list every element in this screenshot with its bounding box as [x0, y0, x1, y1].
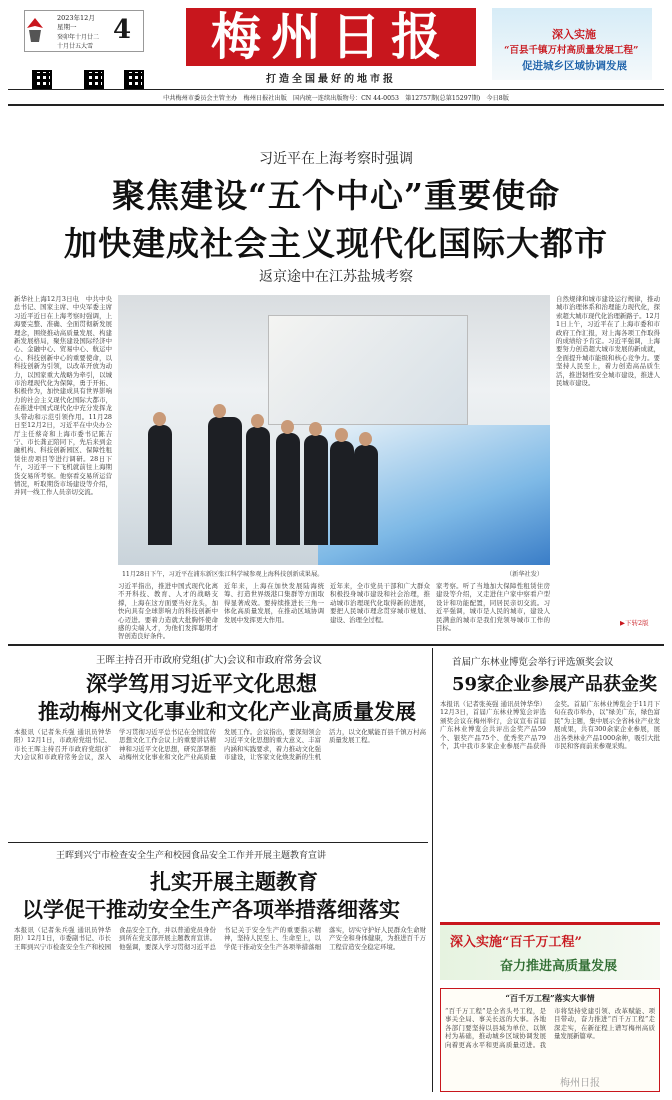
lead-headline-1[interactable]: 聚焦建设“五个中心”重要使命	[112, 176, 560, 215]
story3-kicker: 首届广东林业博览会举行评选颁奖会议	[452, 657, 614, 668]
promo-banner[interactable]	[492, 8, 652, 80]
banner-line1: 深入实施“百千万工程”	[450, 935, 582, 950]
qr-code-icon	[84, 70, 104, 90]
story2-headline-1[interactable]: 深学笃用习近平文化思想	[86, 671, 317, 696]
lead-kicker: 习近平在上海考察时强调	[259, 151, 413, 167]
day-number: 4	[113, 15, 132, 45]
masthead-slogan: 打造全国最好的地市报	[266, 74, 396, 85]
story2-headline-2[interactable]: 推动梅州文化事业和文化产业高质量发展	[38, 699, 416, 724]
lead-body-right: 自然规律和城市建设运行规律，推动城市治理体系和治理能力现代化，探索超大城市现代化治理新路子。12月1日上午，习近平在了上海市委和市政府工作汇报，对上海各项工作取得的成绩给予肯定。习近平强调，上海要努力创造超大城市发展的新成就，全面提升城市能级和核心竞争力。要坚持人民至上，着力创造高品质生活，推进韧性安全城市建设，推进人民城市建设。	[556, 295, 660, 388]
masthead-title: 梅州日报	[186, 8, 476, 66]
story2-kicker: 王晖主持召开市政府党组(扩大)会议和市政府常务会议	[96, 655, 322, 666]
publication-meta: 中共梅州市委员会主管主办 梅州日报社出版 国内统一连续出版物号：CN 44-0053 第12757期(总第15297期) 今日8版	[163, 95, 509, 102]
continue-link[interactable]: ▶下转2版	[620, 619, 649, 627]
lead-body-left: 新华社上海12月3日电 中共中央总书记、国家主席、中央军委主席习近平近日在上海考察时强调，上海要完整、准确、全面贯彻新发展理念，围绕推动高质量发展、构建新发展格局，聚焦建设国际经济中心、金融中心、贸易中心、航运中心、科技创新中心的重要使命，以科技创新为引领，以改革开放为动力，以国家重大战略为牵引，以城市治理现代化为保障，勇于开拓、积极作为，加快建成具有世界影响力的社会主义现代化国际大都市，在推进中国式现代化中充分发挥龙头带动和示范引领作用。11月28日至12月2日，习近平在中央办公厅主任蔡奇和上海市委书记陈吉宁、市长龚正陪同下，先后来到金融机构、科技创新园区、保障性租赁住房项目等进行调研。28日下午，习近平一下飞机就前往上海期货交易所考察。他察看交易所运营情况，听取期货市场建设等介绍，并同一线工作人员亲切交流。	[14, 295, 112, 497]
story3-body: 本报讯（记者张英强 通讯员钟华华）12月3日，首届广东林业博览会评选颁奖会议在梅州举行，会议宣布首届广东林业博览会共评出金奖产品59个、银奖产品75个、优秀奖产品79个，其中我市多家企业参展产品获得金奖。首届广东林业博览会于11月下旬在我市举办，以“绿美广东，绿色富民”为主题，集中展示全省林业产业发展成果，共有300余家企业参展，展出各类林业产品1000余种，吸引大批市民和客商前来参观采购。	[440, 700, 660, 751]
watermark-text: 梅州日报	[560, 1078, 600, 1089]
photo-credit: （新华社发）	[506, 571, 544, 578]
lunar-date: 癸卯年十月廿二	[57, 34, 100, 41]
newspaper-logo-icon	[27, 18, 41, 36]
commentary-body: “百千万工程”是全省头号工程，是事关全局、事关长远的大事。各地各部门要坚持以县域为单位、以镇村为基础，推动城乡区域协调发展向着更高水平和更高质量迈进。我市将坚持党建引领、改革赋能、项目带动，奋力推进“百千万工程”走深走实，在新征程上谱写梅州高质量发展新篇章。	[445, 1007, 655, 1049]
commentary-box	[440, 988, 660, 1092]
photo-caption: 11月28日下午，习近平在浦东新区张江科学城参观上海科技创新成果展。	[122, 571, 324, 578]
story4-body: 本报讯（记者朱兵强 通讯员钟华阳）12月1日，市委副书记、市长王晖到兴宁市检查安全生产和校园食品安全工作，并以普通党员身份到所在党支部开展主题教育宣讲。他强调，要深入学习贯彻习近平总书记关于安全生产的重要指示精神，坚持人民至上、生命至上，以学促干推动安全生产各项举措落细落实，切实守护好人民群众生命财产安全和身体健康，为推进百千万工程营造安全稳定环境。	[14, 926, 426, 951]
solar-term: 十月廿五大雪	[57, 43, 94, 50]
lead-body-bottom-4: 家考察。听了当地加大保障性租赁住房建设等介绍，又走进住户家中察看户型设计和功能配置，同居民亲切交流。习近平强调，城市是人民的城市，建设人民满意的城市是我们党领导城市工作的目标。	[436, 582, 550, 633]
story4-kicker: 王晖到兴宁市检查安全生产和校园食品安全工作并开展主题教育宣讲	[56, 851, 327, 861]
lead-body-bottom-3: 近年来，全市党员干部和广大群众积极投身城市建设和社会治理，推动城市治理现代化取得新的进展，要把人民城市理念贯穿城市规划、建设、治理全过程。	[330, 582, 430, 624]
story3-headline[interactable]: 59家企业参展产品获金奖	[452, 674, 658, 695]
promo-line3: 促进城乡区域协调发展	[522, 60, 627, 72]
lead-body-bottom-1: 习近平指出，推进中国式现代化离不开科技、教育、人才的战略支撑，上海在这方面要当好龙头，加快向具有全球影响力的科技创新中心迈进。要着力造就大批胸怀使命感的尖端人才，为他们发挥聪明才智创造良好条件。	[118, 582, 218, 640]
qr-code-icon	[124, 70, 144, 90]
date-line: 2023年12月	[57, 14, 95, 22]
lead-headline-2[interactable]: 加快建成社会主义现代化国际大都市	[64, 224, 608, 263]
lead-photo	[118, 295, 550, 565]
promo-line2: “百县千镇万村高质量发展工程”	[504, 45, 639, 56]
story4-headline-2[interactable]: 以学促干推动安全生产各项举措落细落实	[22, 897, 400, 922]
banner-line2: 奋力推进高质量发展	[500, 959, 618, 974]
story2-body: 本报讯（记者朱兵强 通讯员钟华阳）12月1日，市政府党组书记、市长王晖主持召开市政府党组(扩大)会议和市政府常务会议，深入学习贯彻习近平总书记在全国宣传思想文化工作会议上的重要讲话精神和习近平文化思想，研究部署推动梅州文化事业和文化产业高质量发展工作。会议指出，要深刻领会习近平文化思想的重大意义、丰富内涵和实践要求，着力推动文化强市建设，让客家文化焕发新的生机活力，以文化赋能百县千镇万村高质量发展工程。	[14, 728, 426, 762]
lead-subline: 返京途中在江苏盐城考察	[259, 269, 413, 285]
promo-line1: 深入实施	[552, 28, 596, 41]
lead-body-bottom-2: 近年来，上海在加快发展陆海统筹、打造世界级港口集群等方面取得显著成效。要持续推进长三角一体化高质量发展，在推动区域协调发展中发挥更大作用。	[224, 582, 324, 624]
qr-code-icon	[32, 70, 52, 90]
story4-headline-1[interactable]: 扎实开展主题教育	[150, 869, 318, 894]
commentary-title: “百千万工程”落实大事情	[505, 993, 595, 1003]
campaign-banner[interactable]	[440, 922, 660, 980]
weekday: 星期一	[57, 23, 77, 31]
